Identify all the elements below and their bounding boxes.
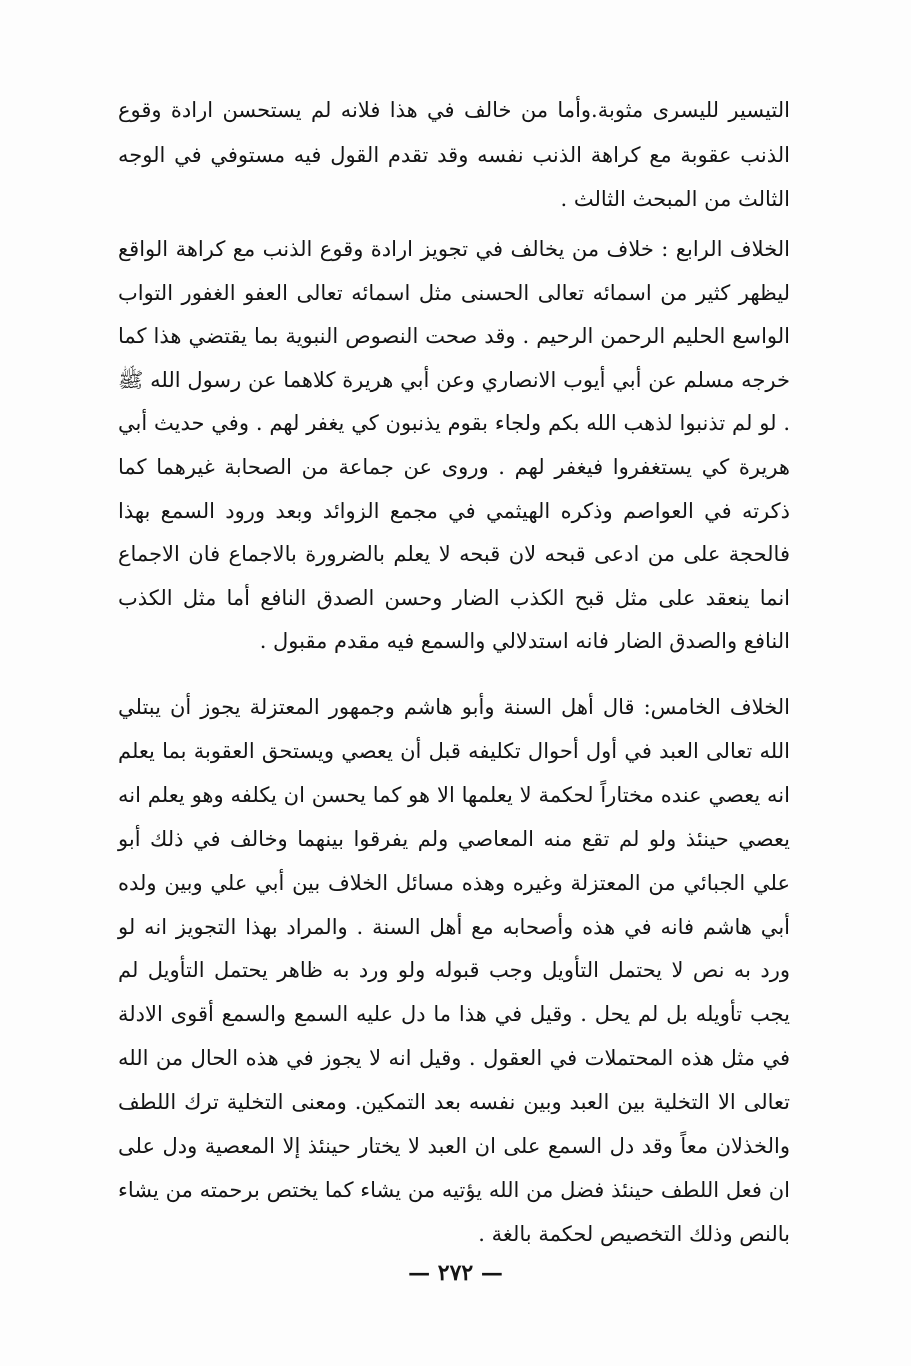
paragraph-1: التيسير لليسرى مثوبة.وأما من خالف في هذا فلانه لم يستحسن ارادة وقوع الذنب عقوبة مع كراهة الذنب نفسه وقد تقدم القول فيه مستوفي في الوجه الثالث من المبحث الثالث . [118,98,790,211]
paragraph-3: الخلاف الخامس: قال أهل السنة وأبو هاشم وجمهور المعتزلة يجوز أن يبتلي الله تعالى العبد في أول أحوال تكليفه قبل أن يعصي ويستحق العقوبة بما يعلم انه يعصي عنده مختاراً لحكمة لا يعلمها الا هو كما يحسن ان يكلفه وهو يعلم انه يعصي حينئذ ولو لم تقع منه المعاصي ولم يفرقوا بينهما وخالف في ذلك أبو علي الجبائي من المعتزلة وغيره وهذه مسائل الخلاف بين أبي علي وبين ولده أبي هاشم فانه في هذه وأصحابه مع أهل السنة . والمراد بهذا التجويز انه لو ورد به نص لا يحتمل التأويل وجب قبوله ولو ورد به ظاهر يحتمل التأويل لم يجب تأويله بل لم يحل . وقيل في هذا ما دل عليه السمع والسمع أقوى الادلة في مثل هذه المحتملات في العقول . وقيل انه لا يجوز في هذه الحال من الله تعالى الا التخلية بين العبد وبين نفسه بعد التمكين. ومعنى التخلية ترك اللطف والخذلان معاً وقد دل السمع على ان العبد لا يختار حينئذ إلا المعصية ودل على ان فعل اللطف حينئذ فضل من الله يؤتيه من يشاء كما يختص برحمته من يشاء بالنص وذلك التخصيص لحكمة بالغة . [118,695,790,1246]
paragraph-2: الخلاف الرابع : خلاف من يخالف في تجويز ارادة وقوع الذنب مع كراهة الواقع ليظهر كثير من اسمائه تعالى الحسنى مثل اسمائه تعالى العفو الغفور التواب الواسع الحليم الرحمن الرحيم . وقد صحت النصوص النبوية بما يقتضي هذا كما خرجه مسلم عن أبي أيوب الانصاري وعن أبي هريرة كلاهما عن رسول الله ﷺ . لو لم تذنبوا لذهب الله بكم ولجاء بقوم يذنبون كي يغفر لهم . وفي حديث أبي هريرة كي يستغفروا فيغفر لهم . وروى عن جماعة من الصحابة غيرهما كما ذكرته في العواصم وذكره الهيثمي في مجمع الزوائد وبعد ورود السمع بهذا فالحجة على من ادعى قبحه لان قبحه لا يعلم بالضرورة بالاجماع فان الاجماع انما ينعقد على مثل قبح الكذب الضار وحسن الصدق النافع أما مثل الكذب النافع والصدق الضار فانه استدلالي والسمع فيه مقدم مقبول . [118,237,790,654]
page-number: — ٢٧٢ — [408,1260,503,1286]
